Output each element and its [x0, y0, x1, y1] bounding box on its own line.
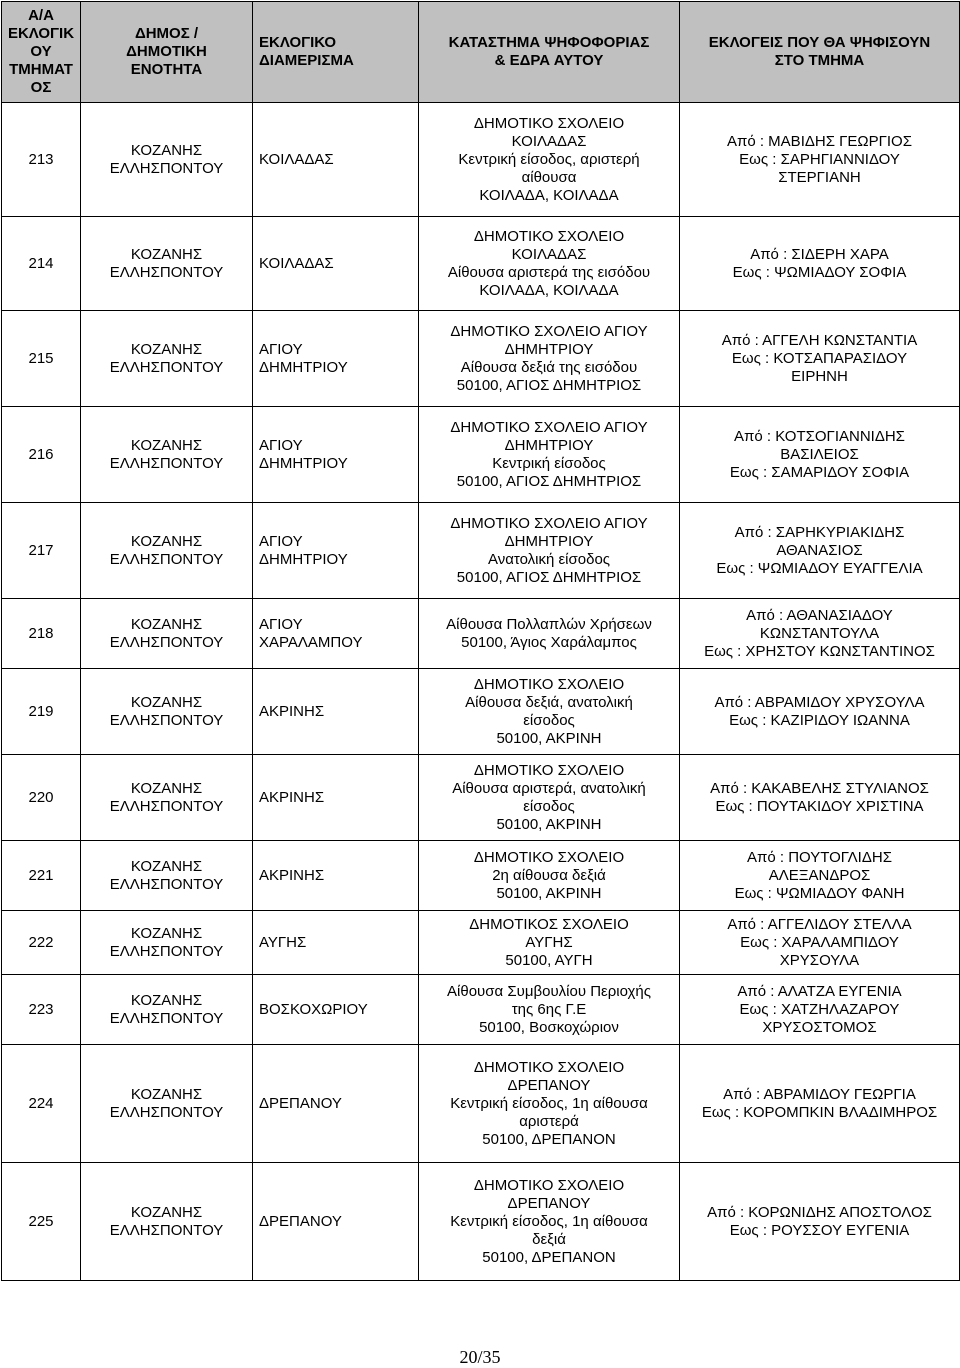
text-line: ΕΛΛΗΣΠΟΝΤΟΥ: [109, 942, 224, 960]
row-number: 221: [2, 841, 81, 911]
text-line: ΚΟΖΑΝΗΣ: [130, 924, 203, 942]
text-line: της 6ης Γ.Ε: [511, 1000, 587, 1018]
katastima-cell: [419, 407, 680, 503]
text-line: ΑΓΙΟΥ: [259, 340, 303, 358]
text-line: ΔΡΕΠΑΝΟΥ: [507, 1076, 591, 1094]
text-line: Κεντρική είσοδος, 1η αίθουσα: [450, 1094, 648, 1112]
text-line: Εως : ΨΩΜΙΑΔΟΥ ΦΑΝΗ: [734, 884, 905, 902]
dimos-cell: [81, 1163, 253, 1281]
text-line: ΒΑΣΙΛΕΙΟΣ: [780, 445, 859, 463]
diamerisma-cell: [253, 975, 419, 1045]
text-line: Εως : ΨΩΜΙΑΔΟΥ ΕΥΑΓΓΕΛΙΑ: [716, 559, 923, 577]
text-line: είσοδος: [523, 711, 575, 729]
text-line: ΕΛΛΗΣΠΟΝΤΟΥ: [109, 358, 224, 376]
text-line: ΑΘΑΝΑΣΙΟΣ: [776, 541, 863, 559]
diamerisma-cell: [253, 841, 419, 911]
text-line: ΔΡΕΠΑΝΟΥ: [259, 1212, 342, 1230]
text-line: ΚΟΙΛΑΔΑ, ΚΟΙΛΑΔΑ: [479, 186, 619, 204]
diamerisma-cell: [253, 311, 419, 407]
text-line: ΣΤΕΡΓΙΑΝΗ: [778, 168, 861, 186]
table-row: [2, 1163, 960, 1281]
text-line: ΧΑΡΑΛΑΜΠΟΥ: [259, 633, 363, 651]
text-line: αριστερά: [519, 1112, 579, 1130]
text-line: ΕΛΛΗΣΠΟΝΤΟΥ: [109, 633, 224, 651]
dimos-cell: [81, 755, 253, 841]
table-row: [2, 841, 960, 911]
katastima-cell: [419, 669, 680, 755]
dimos-cell: [81, 1045, 253, 1163]
diamerisma-cell: [253, 599, 419, 669]
text-line: ΔΡΕΠΑΝΟΥ: [507, 1194, 591, 1212]
text-line: ΚΟΖΑΝΗΣ: [130, 1085, 203, 1103]
katastima-cell: [419, 1163, 680, 1281]
dimos-cell: [81, 599, 253, 669]
text-line: Κεντρική είσοδος, αριστερή: [458, 150, 640, 168]
text-line: ΚΟΙΛΑΔΑΣ: [259, 254, 334, 272]
text-line: Κεντρική είσοδος: [492, 454, 606, 472]
ekloges-cell: [680, 407, 960, 503]
ekloges-cell: [680, 103, 960, 217]
text-line: Από : ΣΙΔΕΡΗ ΧΑΡΑ: [750, 245, 889, 263]
text-line: ΔΗΜΟΤΙΚΟ ΣΧΟΛΕΙΟ ΑΓΙΟΥ: [450, 418, 648, 436]
text-line: ΚΟΖΑΝΗΣ: [130, 615, 203, 633]
row-number: 213: [2, 103, 81, 217]
text-line: Εως : ΣΑΜΑΡΙΔΟΥ ΣΟΦΙΑ: [729, 463, 910, 481]
ekloges-cell: [680, 841, 960, 911]
text-line: ΑΚΡΙΝΗΣ: [259, 702, 325, 720]
header-row: [2, 2, 960, 103]
text-line: ΚΟΖΑΝΗΣ: [130, 991, 203, 1009]
text-line: ΧΡΥΣΟΥΛΑ: [779, 951, 860, 969]
text-line: ΔΗΜΟΣ /: [134, 25, 199, 42]
header-ekloges: [680, 2, 960, 103]
text-line: ΑΓΙΟΥ: [259, 615, 303, 633]
text-line: ΟΥ: [30, 43, 52, 60]
text-line: αίθουσα: [521, 168, 577, 186]
text-line: Αίθουσα Πολλαπλών Χρήσεων: [446, 615, 652, 633]
text-line: ΑΛΕΞΑΝΔΡΟΣ: [768, 866, 871, 884]
page-number: 20/35: [459, 1347, 501, 1367]
katastima-cell: [419, 103, 680, 217]
diamerisma-cell: [253, 217, 419, 311]
text-line: 50100, ΔΡΕΠΑΝΟΝ: [482, 1130, 616, 1148]
table-row: [2, 975, 960, 1045]
text-line: ΔΗΜΟΤΙΚΟ ΣΧΟΛΕΙΟ: [473, 227, 625, 245]
text-line: ΚΟΙΛΑΔΑ, ΚΟΙΛΑΔΑ: [479, 281, 619, 299]
text-line: Από : ΑΒΡΑΜΙΔΟΥ ΓΕΩΡΓΙΑ: [723, 1085, 916, 1103]
katastima-cell: [419, 311, 680, 407]
katastima-cell: [419, 599, 680, 669]
row-number: 214: [2, 217, 81, 311]
text-line: & ΕΔΡΑ ΑΥΤΟΥ: [494, 52, 604, 69]
text-line: ΚΑΤΑΣΤΗΜΑ ΨΗΦΟΦΟΡΙΑΣ: [448, 34, 650, 51]
text-line: 50100, ΑΥΓΗ: [505, 951, 593, 969]
text-line: Από : ΚΟΡΩΝΙΔΗΣ ΑΠΟΣΤΟΛΟΣ: [707, 1203, 932, 1221]
text-line: Αίθουσα Συμβουλίου Περιοχής: [447, 982, 651, 1000]
text-line: ΚΟΙΛΑΔΑΣ: [511, 132, 587, 150]
table-row: [2, 103, 960, 217]
text-line: ΕΛΛΗΣΠΟΝΤΟΥ: [109, 159, 224, 177]
text-line: ΔΗΜΟΤΙΚΟ ΣΧΟΛΕΙΟ: [473, 761, 625, 779]
text-line: ΕΛΛΗΣΠΟΝΤΟΥ: [109, 550, 224, 568]
text-line: ΕΛΛΗΣΠΟΝΤΟΥ: [109, 263, 224, 281]
text-line: 50100, ΑΓΙΟΣ ΔΗΜΗΤΡΙΟΣ: [456, 376, 642, 394]
text-line: ΕΝΟΤΗΤΑ: [130, 61, 203, 78]
text-line: Εως : ΡΟΥΣΣΟΥ ΕΥΓΕΝΙΑ: [729, 1221, 910, 1239]
katastima-cell: [419, 217, 680, 311]
text-line: ΑΓΙΟΥ: [259, 532, 303, 550]
table-row: [2, 669, 960, 755]
text-line: είσοδος: [523, 797, 575, 815]
text-line: 50100, ΑΓΙΟΣ ΔΗΜΗΤΡΙΟΣ: [456, 568, 642, 586]
diamerisma-cell: [253, 1045, 419, 1163]
text-line: ΑΚΡΙΝΗΣ: [259, 788, 325, 806]
row-number: 216: [2, 407, 81, 503]
text-line: ΔΗΜΟΤΙΚΟ ΣΧΟΛΕΙΟ: [473, 675, 625, 693]
text-line: ΔΗΜΗΤΡΙΟΥ: [504, 532, 594, 550]
ekloges-cell: [680, 599, 960, 669]
text-line: Εως : ΧΑΡΑΛΑΜΠΙΔΟΥ: [740, 933, 899, 951]
text-line: ΔΗΜΟΤΙΚΟ ΣΧΟΛΕΙΟ: [473, 848, 625, 866]
text-line: ΚΟΖΑΝΗΣ: [130, 693, 203, 711]
text-line: ΑΚΡΙΝΗΣ: [259, 866, 325, 884]
text-line: ΕΛΛΗΣΠΟΝΤΟΥ: [109, 711, 224, 729]
text-line: ΕΚΛΟΓΙΚ: [7, 25, 75, 42]
text-line: 2η αίθουσα δεξιά: [492, 866, 606, 884]
dimos-cell: [81, 103, 253, 217]
text-line: ΑΥΓΗΣ: [259, 933, 307, 951]
text-line: ΑΥΓΗΣ: [525, 933, 573, 951]
text-line: ΔΡΕΠΑΝΟΥ: [259, 1094, 342, 1112]
text-line: ΔΗΜΟΤΙΚΟ ΣΧΟΛΕΙΟ ΑΓΙΟΥ: [450, 514, 648, 532]
dimos-cell: [81, 217, 253, 311]
row-number: 220: [2, 755, 81, 841]
text-line: ΔΗΜΗΤΡΙΟΥ: [259, 550, 348, 568]
text-line: Αίθουσα δεξιά, ανατολική: [465, 693, 633, 711]
katastima-cell: [419, 911, 680, 975]
dimos-cell: [81, 975, 253, 1045]
text-line: Εως : ΠΟΥΤΑΚΙΔΟΥ ΧΡΙΣΤΙΝΑ: [715, 797, 924, 815]
text-line: Εως : ΨΩΜΙΑΔΟΥ ΣΟΦΙΑ: [732, 263, 907, 281]
text-line: ΤΜΗΜΑΤ: [9, 61, 73, 78]
text-line: 50100, Άγιος Χαράλαμπος: [461, 633, 637, 651]
header-aa: [2, 2, 81, 103]
table-row: [2, 911, 960, 975]
text-line: ΕΛΛΗΣΠΟΝΤΟΥ: [109, 1221, 224, 1239]
text-line: Εως : ΚΟΤΣΑΠΑΡΑΣΙΔΟΥ: [731, 349, 908, 367]
diamerisma-cell: [253, 503, 419, 599]
ekloges-cell: [680, 311, 960, 407]
text-line: Από : ΑΘΑΝΑΣΙΑΔΟΥ: [746, 606, 893, 624]
text-line: ΚΩΝΣΤΑΝΤΟΥΛΑ: [759, 624, 880, 642]
text-line: ΚΟΖΑΝΗΣ: [130, 340, 203, 358]
text-line: ΑΓΙΟΥ: [259, 436, 303, 454]
text-line: Από : ΑΛΑΤΖΑ ΕΥΓΕΝΙΑ: [737, 982, 902, 1000]
text-line: Αίθουσα δεξιά της εισόδου: [460, 358, 638, 376]
text-line: ΔΗΜΗΤΡΙΟΥ: [504, 340, 594, 358]
text-line: ΕΛΛΗΣΠΟΝΤΟΥ: [109, 875, 224, 893]
diamerisma-cell: [253, 911, 419, 975]
text-line: ΔΗΜΗΤΡΙΟΥ: [259, 454, 348, 472]
diamerisma-cell: [253, 407, 419, 503]
text-line: Κεντρική είσοδος, 1η αίθουσα: [450, 1212, 648, 1230]
text-line: ΕΛΛΗΣΠΟΝΤΟΥ: [109, 1009, 224, 1027]
text-line: ΚΟΖΑΝΗΣ: [130, 245, 203, 263]
text-line: 50100, ΔΡΕΠΑΝΟΝ: [482, 1248, 616, 1266]
row-number: 222: [2, 911, 81, 975]
dimos-cell: [81, 841, 253, 911]
text-line: ΕΚΛΟΓΕΙΣ ΠΟΥ ΘΑ ΨΗΦΙΣΟΥΝ: [708, 34, 931, 51]
text-line: ΕΙΡΗΝΗ: [791, 367, 848, 385]
header-dimos: [81, 2, 253, 103]
text-line: Εως : ΚΟΡΟΜΠΚΙΝ ΒΛΑΔΙΜΗΡΟΣ: [701, 1103, 938, 1121]
table-row: [2, 407, 960, 503]
text-line: 50100, ΑΚΡΙΝΗ: [496, 815, 602, 833]
diamerisma-cell: [253, 103, 419, 217]
dimos-cell: [81, 911, 253, 975]
text-line: 50100, ΑΓΙΟΣ ΔΗΜΗΤΡΙΟΣ: [456, 472, 642, 490]
text-line: Από : ΚΑΚΑΒΕΛΗΣ ΣΤΥΛΙΑΝΟΣ: [710, 779, 929, 797]
katastima-cell: [419, 1045, 680, 1163]
text-line: Εως : ΣΑΡΗΓΙΑΝΝΙΔΟΥ: [739, 150, 900, 168]
dimos-cell: [81, 407, 253, 503]
text-line: 50100, Βοσκοχώριον: [479, 1018, 619, 1036]
polling-stations-table: [1, 1, 960, 1281]
text-line: ΕΛΛΗΣΠΟΝΤΟΥ: [109, 454, 224, 472]
ekloges-cell: [680, 217, 960, 311]
text-line: Αίθουσα αριστερά της εισόδου: [447, 263, 651, 281]
ekloges-cell: [680, 755, 960, 841]
text-line: ΚΟΖΑΝΗΣ: [130, 532, 203, 550]
row-number: 223: [2, 975, 81, 1045]
header-diamerisma: [253, 2, 419, 103]
text-line: ΚΟΙΛΑΔΑΣ: [259, 150, 334, 168]
table-row: [2, 503, 960, 599]
ekloges-cell: [680, 975, 960, 1045]
table-row: [2, 311, 960, 407]
table-row: [2, 755, 960, 841]
ekloges-cell: [680, 1163, 960, 1281]
text-line: Από : ΠΟΥΤΟΓΛΙΔΗΣ: [747, 848, 892, 866]
text-line: Εως : ΚΑΖΙΡΙΔΟΥ ΙΩΑΝΝΑ: [729, 711, 910, 729]
text-line: ΔΙΑΜΕΡΙΣΜΑ: [259, 52, 354, 69]
text-line: δεξιά: [532, 1230, 566, 1248]
row-number: 217: [2, 503, 81, 599]
ekloges-cell: [680, 1045, 960, 1163]
katastima-cell: [419, 841, 680, 911]
text-line: ΚΟΖΑΝΗΣ: [130, 141, 203, 159]
table-row: [2, 1045, 960, 1163]
text-line: ΔΗΜΟΤΙΚΟ ΣΧΟΛΕΙΟ: [473, 1058, 625, 1076]
dimos-cell: [81, 669, 253, 755]
text-line: ΚΟΖΑΝΗΣ: [130, 779, 203, 797]
row-number: 219: [2, 669, 81, 755]
text-line: ΔΗΜΗΤΡΙΟΥ: [504, 436, 594, 454]
row-number: 218: [2, 599, 81, 669]
text-line: ΔΗΜΟΤΙΚΗ: [126, 43, 207, 60]
text-line: ΔΗΜΟΤΙΚΟ ΣΧΟΛΕΙΟ: [473, 1176, 625, 1194]
text-line: Από : ΜΑΒΙΔΗΣ ΓΕΩΡΓΙΟΣ: [726, 132, 913, 150]
table-row: [2, 599, 960, 669]
ekloges-cell: [680, 911, 960, 975]
katastima-cell: [419, 503, 680, 599]
text-line: ΚΟΖΑΝΗΣ: [130, 436, 203, 454]
text-line: ΕΛΛΗΣΠΟΝΤΟΥ: [109, 1103, 224, 1121]
text-line: ΔΗΜΟΤΙΚΟΣ ΣΧΟΛΕΙΟ: [469, 915, 629, 933]
text-line: ΕΛΛΗΣΠΟΝΤΟΥ: [109, 797, 224, 815]
header-katastima: [419, 2, 680, 103]
dimos-cell: [81, 503, 253, 599]
row-number: 225: [2, 1163, 81, 1281]
ekloges-cell: [680, 669, 960, 755]
row-number: 215: [2, 311, 81, 407]
text-line: Αίθουσα αριστερά, ανατολική: [452, 779, 646, 797]
text-line: ΔΗΜΟΤΙΚΟ ΣΧΟΛΕΙΟ ΑΓΙΟΥ: [450, 322, 648, 340]
text-line: ΚΟΖΑΝΗΣ: [130, 857, 203, 875]
table-row: [2, 217, 960, 311]
text-line: Εως : ΧΑΤΖΗΛΑΖΑΡΟΥ: [739, 1000, 900, 1018]
diamerisma-cell: [253, 1163, 419, 1281]
text-line: Α/Α: [28, 7, 54, 24]
text-line: ΒΟΣΚΟΧΩΡΙΟΥ: [259, 1000, 368, 1018]
dimos-cell: [81, 311, 253, 407]
diamerisma-cell: [253, 669, 419, 755]
text-line: ΔΗΜΟΤΙΚΟ ΣΧΟΛΕΙΟ: [473, 114, 625, 132]
text-line: 50100, ΑΚΡΙΝΗ: [496, 884, 602, 902]
katastima-cell: [419, 755, 680, 841]
text-line: Από : ΑΒΡΑΜΙΔΟΥ ΧΡΥΣΟΥΛΑ: [714, 693, 925, 711]
ekloges-cell: [680, 503, 960, 599]
katastima-cell: [419, 975, 680, 1045]
text-line: Από : ΣΑΡΗΚΥΡΙΑΚΙΔΗΣ: [734, 523, 905, 541]
text-line: 50100, ΑΚΡΙΝΗ: [496, 729, 602, 747]
text-line: ΔΗΜΗΤΡΙΟΥ: [259, 358, 348, 376]
row-number: 224: [2, 1045, 81, 1163]
text-line: Ανατολική είσοδος: [487, 550, 611, 568]
text-line: ΕΚΛΟΓΙΚΟ: [259, 34, 337, 51]
diamerisma-cell: [253, 755, 419, 841]
text-line: Εως : ΧΡΗΣΤΟΥ ΚΩΝΣΤΑΝΤΙΝΟΣ: [704, 642, 935, 660]
text-line: ΧΡΥΣΟΣΤΟΜΟΣ: [762, 1018, 877, 1036]
text-line: ΣΤΟ ΤΜΗΜΑ: [774, 52, 865, 69]
text-line: ΟΣ: [30, 79, 52, 96]
text-line: Από : ΑΓΓΕΛΙΔΟΥ ΣΤΕΛΛΑ: [727, 915, 912, 933]
text-line: ΚΟΖΑΝΗΣ: [130, 1203, 203, 1221]
text-line: Από : ΑΓΓΕΛΗ ΚΩΝΣΤΑΝΤΙΑ: [721, 331, 918, 349]
text-line: Από : ΚΟΤΣΟΓΙΑΝΝΙΔΗΣ: [734, 427, 905, 445]
text-line: ΚΟΙΛΑΔΑΣ: [511, 245, 587, 263]
